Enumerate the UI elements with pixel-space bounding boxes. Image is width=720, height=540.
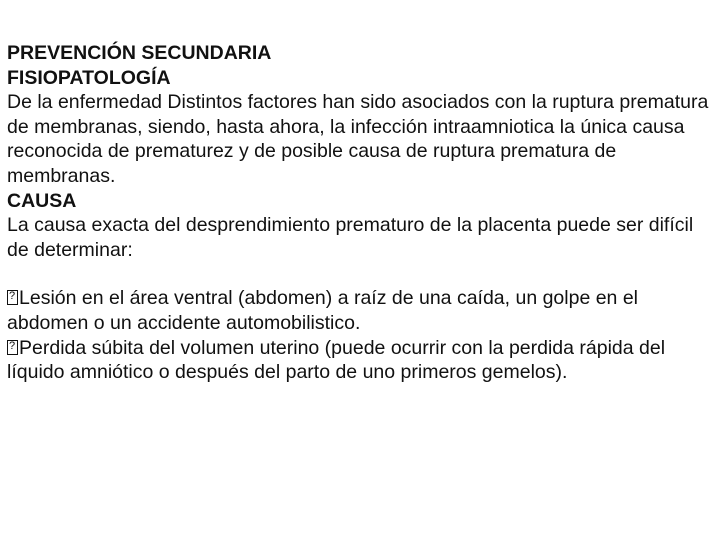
missing-glyph-icon bbox=[7, 340, 18, 355]
spacer bbox=[7, 262, 715, 286]
bullet-item-perdida bbox=[7, 336, 715, 385]
slide-text-body bbox=[7, 41, 715, 385]
heading-fisiopatologia: FISIOPATOLOGÍA bbox=[7, 66, 171, 89]
bullet-text: Perdida súbita del volumen uterino (puede ocurrir con la perdida rápida del líquido amniótico o después del parto de uno primeros gemelos). bbox=[7, 336, 666, 384]
bullet-item-lesion bbox=[7, 286, 715, 335]
missing-glyph-icon bbox=[7, 290, 18, 305]
heading-prevencion-secundaria: PREVENCIÓN SECUNDARIA bbox=[7, 42, 272, 64]
paragraph-causa: La causa exacta del desprendimiento prematuro de la placenta puede ser difícil de determinar: bbox=[7, 214, 694, 261]
bullet-text: Lesión en el área ventral (abdomen) a raíz de una caída, un golpe en el abdomen o un accidente automobilistico. bbox=[7, 287, 639, 334]
paragraph-fisiopatologia: De la enfermedad Distintos factores han sido asociados con la ruptura prematura de membranas, siendo, hasta ahora, la infección intraamniotica la única causa reconocida de prematurez y de posible causa de ruptura prematura de membranas. bbox=[7, 91, 709, 187]
heading-causa: CAUSA bbox=[7, 189, 77, 212]
